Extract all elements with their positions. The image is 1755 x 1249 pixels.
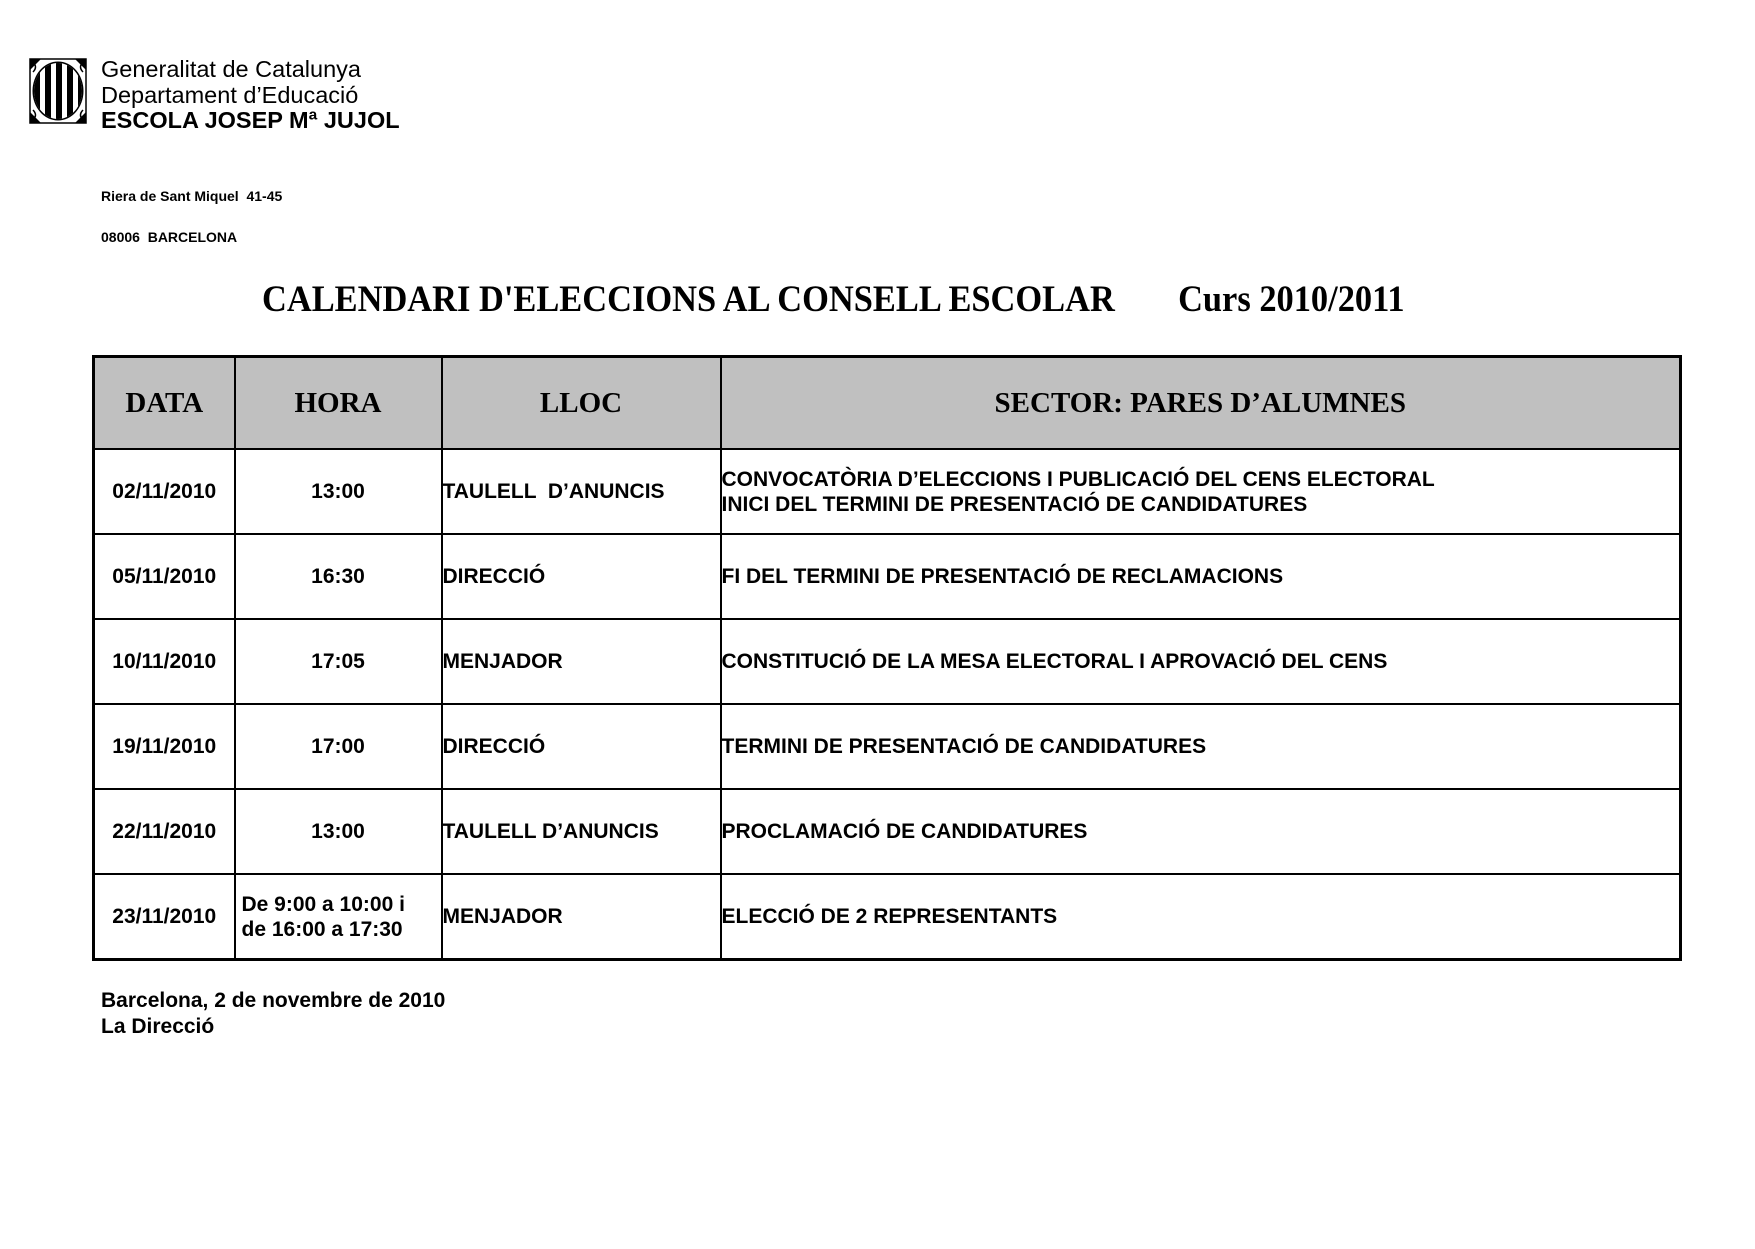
- cell-place: TAULELL D’ANUNCIS: [442, 789, 721, 874]
- cell-date: 02/11/2010: [94, 449, 235, 534]
- cell-place: DIRECCIÓ: [442, 534, 721, 619]
- cell-hour: 17:00: [235, 704, 442, 789]
- cell-hour: 13:00: [235, 789, 442, 874]
- cell-hour: 16:30: [235, 534, 442, 619]
- footer-place-date: Barcelona, 2 de novembre de 2010: [101, 989, 446, 1012]
- cell-description: CONSTITUCIÓ DE LA MESA ELECTORAL I APROVACIÓ DEL CENS: [721, 619, 1681, 704]
- title-main: CALENDARI D'ELECCIONS AL CONSELL ESCOLAR: [262, 279, 1115, 320]
- cell-description: FI DEL TERMINI DE PRESENTACIÓ DE RECLAMACIONS: [721, 534, 1681, 619]
- cell-hour: [235, 874, 442, 960]
- cell-description: PROCLAMACIÓ DE CANDIDATURES: [721, 789, 1681, 874]
- address-city: 08006 BARCELONA: [101, 228, 238, 245]
- cell-date: 05/11/2010: [94, 534, 235, 619]
- school-address: [101, 163, 282, 258]
- cell-place: TAULELL D’ANUNCIS: [442, 449, 721, 534]
- cell-description: ELECCIÓ DE 2 REPRESENTANTS: [721, 874, 1681, 960]
- document-footer: [101, 988, 445, 1040]
- table-row: [94, 704, 1681, 789]
- cell-description: TERMINI DE PRESENTACIÓ DE CANDIDATURES: [721, 704, 1681, 789]
- column-header-date: DATA: [94, 357, 235, 450]
- cell-hour-line: De 9:00 a 10:00 i: [241, 892, 405, 916]
- table-row: [94, 789, 1681, 874]
- cell-date: 23/11/2010: [94, 874, 235, 960]
- election-calendar-table: [92, 355, 1682, 961]
- column-header-hour: HORA: [235, 357, 442, 450]
- table-row: [94, 449, 1681, 534]
- table-row: [94, 534, 1681, 619]
- title-course: Curs 2010/2011: [1178, 279, 1405, 320]
- table-row: [94, 874, 1681, 960]
- table-row: [94, 619, 1681, 704]
- cell-hour: 17:05: [235, 619, 442, 704]
- document-title: [262, 278, 1405, 321]
- table-header-row: [94, 357, 1681, 450]
- cell-hour-line: de 16:00 a 17:30: [241, 917, 403, 941]
- letterhead-organization: [101, 57, 400, 134]
- school-name: ESCOLA JOSEP Mª JUJOL: [101, 107, 400, 133]
- catalan-government-seal-icon: [29, 58, 87, 124]
- column-header-sector: SECTOR: PARES D’ALUMNES: [721, 357, 1681, 450]
- cell-date: 10/11/2010: [94, 619, 235, 704]
- cell-description: CONVOCATÒRIA D’ELECCIONS I PUBLICACIÓ DEL CENS ELECTORAL INICI DEL TERMINI DE PRESENTACIÓ DE CANDIDATURES: [721, 449, 1681, 534]
- cell-place: MENJADOR: [442, 619, 721, 704]
- cell-hour: 13:00: [235, 449, 442, 534]
- cell-place: MENJADOR: [442, 874, 721, 960]
- cell-date: 22/11/2010: [94, 789, 235, 874]
- cell-date: 19/11/2010: [94, 704, 235, 789]
- department-name: Departament d’Educació: [101, 81, 359, 108]
- address-street: Riera de Sant Miquel 41-45: [101, 188, 283, 204]
- footer-signature: La Direcció: [101, 1015, 215, 1038]
- org-name: Generalitat de Catalunya: [101, 56, 361, 82]
- cell-place: DIRECCIÓ: [442, 704, 721, 789]
- column-header-place: LLOC: [442, 357, 721, 450]
